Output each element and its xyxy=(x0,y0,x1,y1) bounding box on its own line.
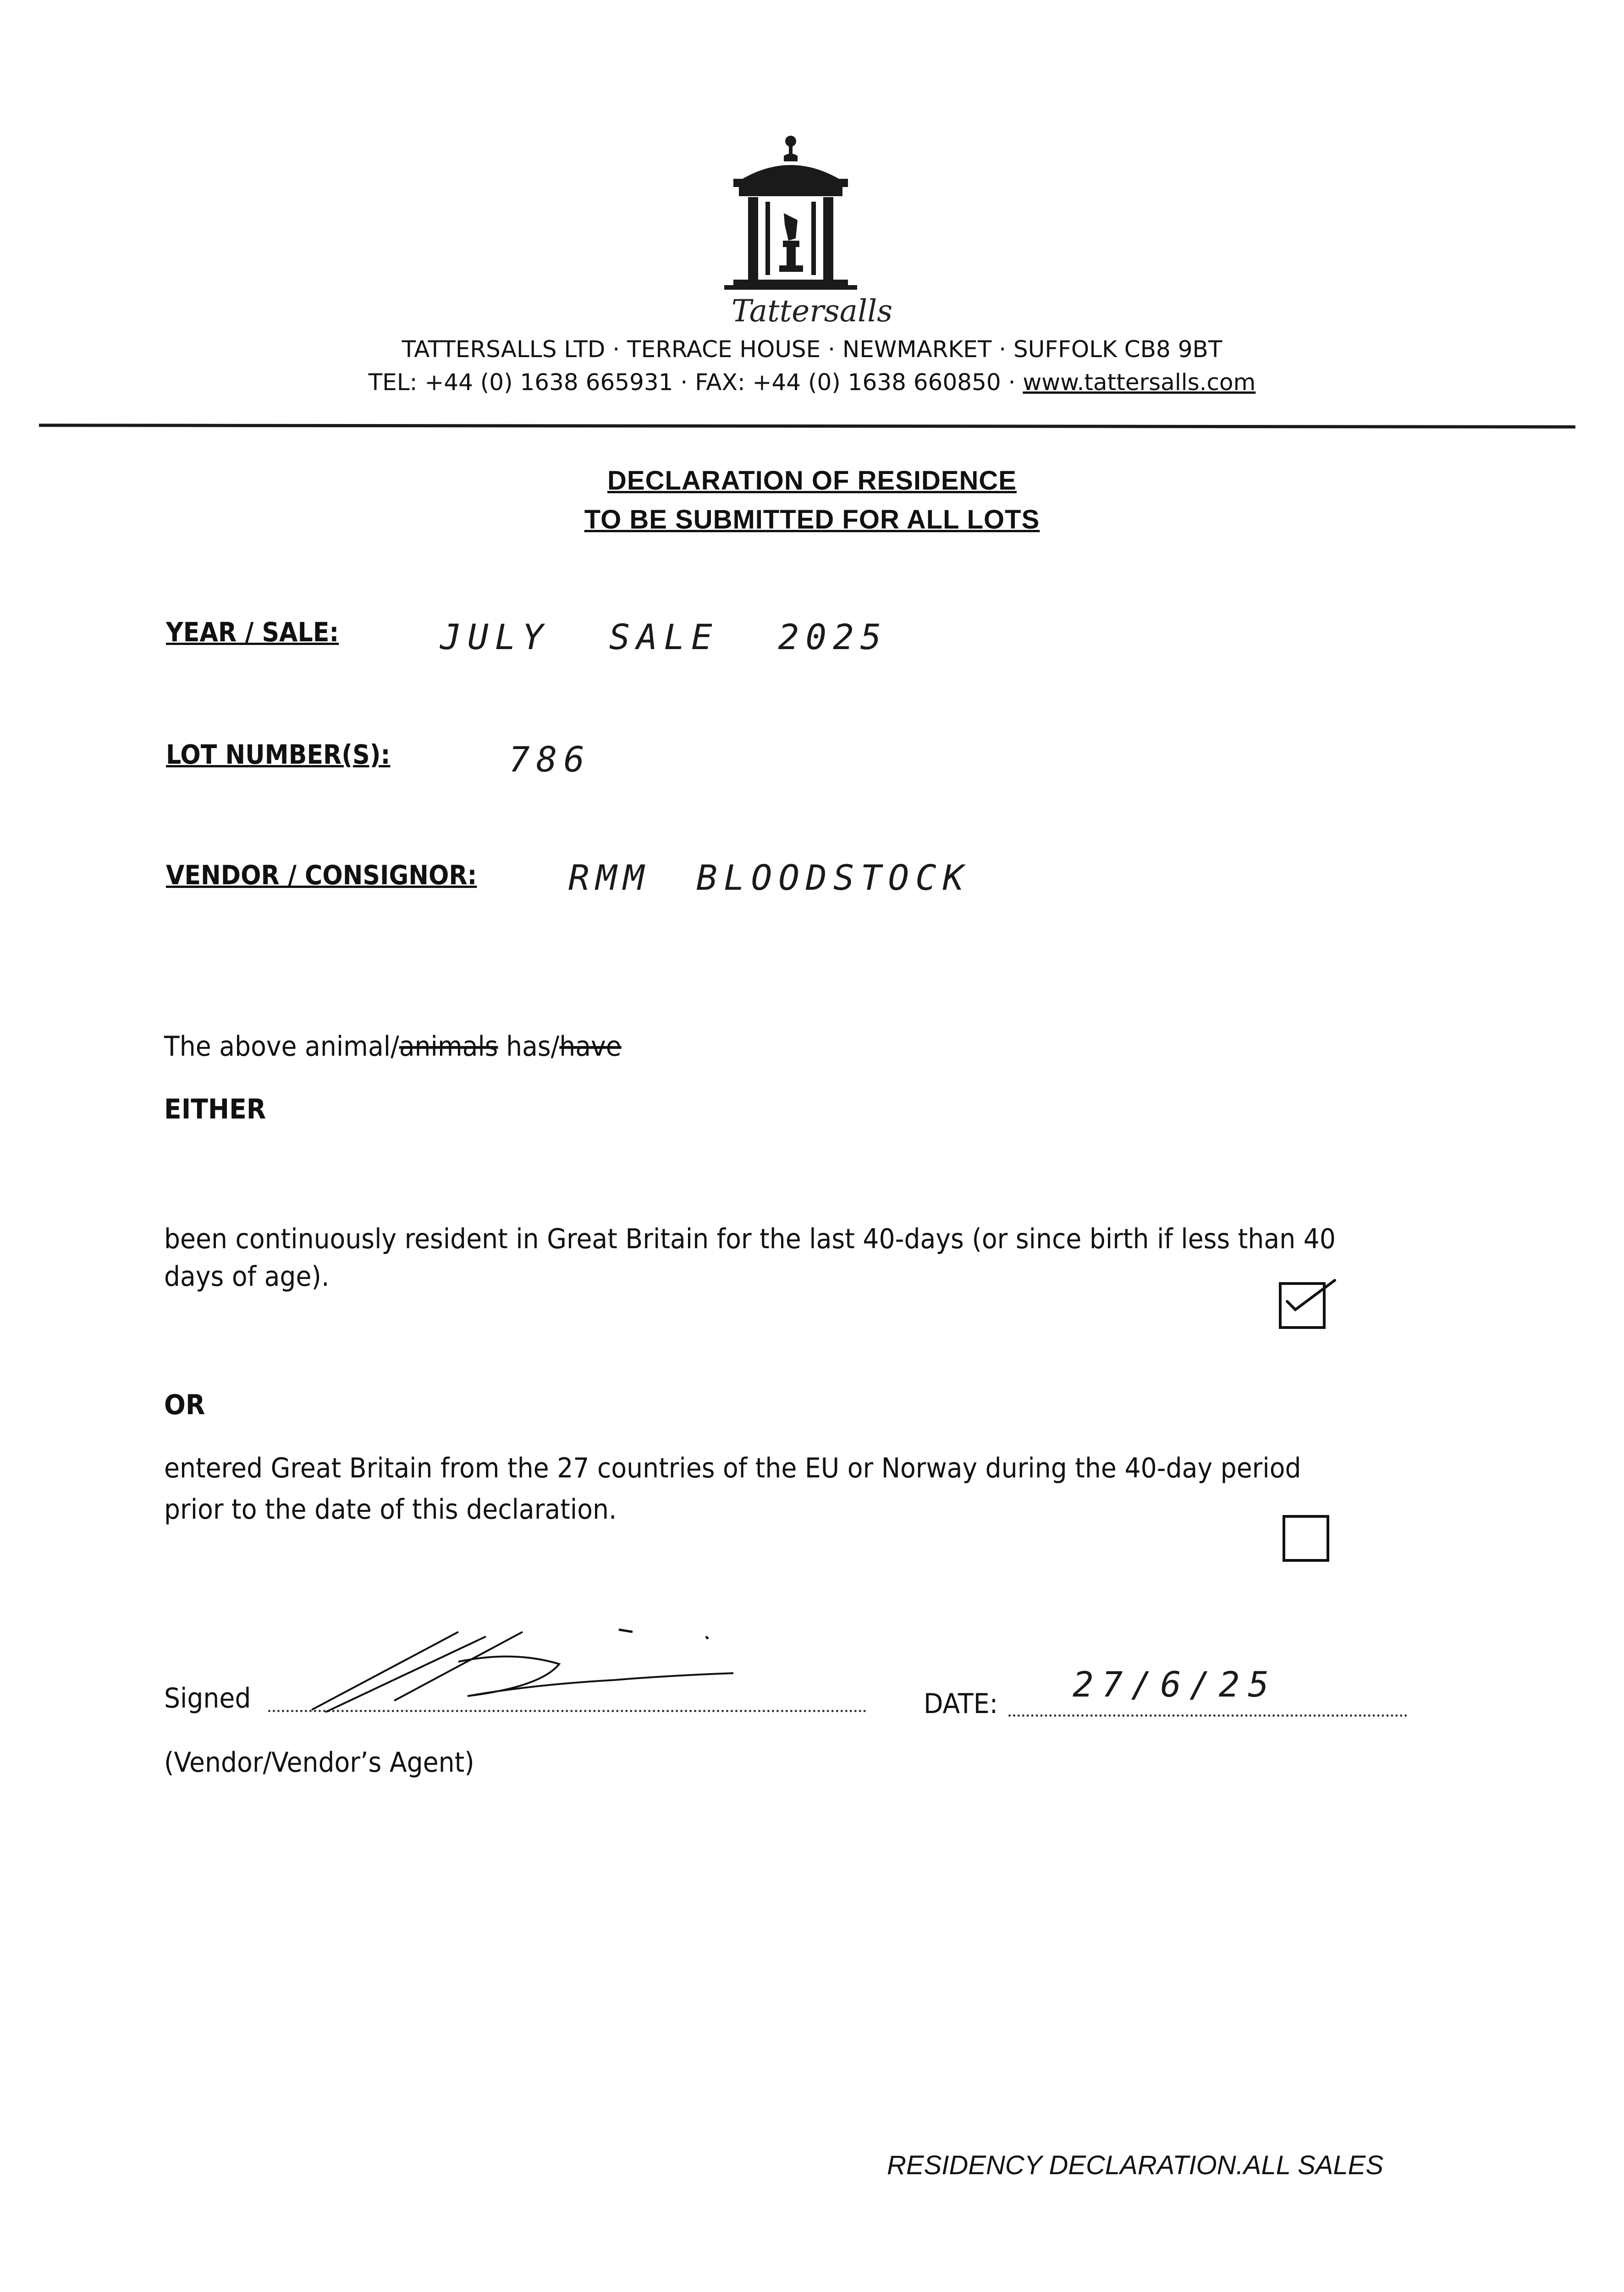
brand-name: Tattersalls xyxy=(731,293,893,329)
checkmark-icon xyxy=(1283,1274,1338,1324)
statement-middle: has/ xyxy=(498,1030,560,1063)
contact-line xyxy=(0,369,1624,396)
option2-line2: prior to the date of this declaration. xyxy=(164,1493,617,1526)
lot-number-label: LOT NUMBER(S): xyxy=(166,739,391,770)
signature-icon xyxy=(293,1618,752,1719)
header-divider xyxy=(39,424,1575,429)
struck-have: have xyxy=(559,1030,622,1063)
lot-number-value[interactable]: 786 xyxy=(509,739,591,780)
signed-label: Signed xyxy=(164,1682,251,1714)
year-sale-label: YEAR / SALE: xyxy=(166,617,339,648)
date-value[interactable]: 27/6/25 xyxy=(1073,1664,1277,1705)
website-link[interactable]: www.tattersalls.com xyxy=(1023,369,1256,396)
statement-intro xyxy=(164,1030,622,1063)
option1-line1: been continuously resident in Great Britain for the last 40-days (or since birth if less than 40 xyxy=(164,1223,1336,1255)
option2-line1: entered Great Britain from the 27 countries of the EU or Norway during the 40-day period xyxy=(164,1452,1301,1484)
or-heading: OR xyxy=(164,1389,205,1421)
phone-fax: TEL: +44 (0) 1638 665931 · FAX: +44 (0) 1638 660850 · xyxy=(368,369,1023,396)
date-line[interactable] xyxy=(1008,1714,1407,1717)
signer-role: (Vendor/Vendor’s Agent) xyxy=(164,1747,474,1779)
either-heading: EITHER xyxy=(164,1093,266,1125)
statement-prefix: The above animal/ xyxy=(164,1030,399,1063)
tattersalls-logo-icon xyxy=(715,133,866,298)
document-title-line2: TO BE SUBMITTED FOR ALL LOTS xyxy=(584,505,1040,534)
document-title-line1: DECLARATION OF RESIDENCE xyxy=(607,466,1017,496)
option1-checkbox[interactable] xyxy=(1279,1282,1326,1329)
year-sale-value[interactable]: JULY SALE 2025 xyxy=(440,617,888,657)
option2-checkbox[interactable] xyxy=(1283,1515,1329,1562)
vendor-value[interactable]: RMM BLOODSTOCK xyxy=(568,857,970,898)
date-label: DATE: xyxy=(924,1688,998,1720)
option1-line2: days of age). xyxy=(164,1261,330,1293)
footer-reference: RESIDENCY DECLARATION.ALL SALES xyxy=(887,2150,1384,2180)
struck-animals: animals xyxy=(399,1030,498,1063)
company-address: TATTERSALLS LTD · TERRACE HOUSE · NEWMARKET · SUFFOLK CB8 9BT xyxy=(402,336,1222,363)
vendor-label: VENDOR / CONSIGNOR: xyxy=(166,860,477,891)
